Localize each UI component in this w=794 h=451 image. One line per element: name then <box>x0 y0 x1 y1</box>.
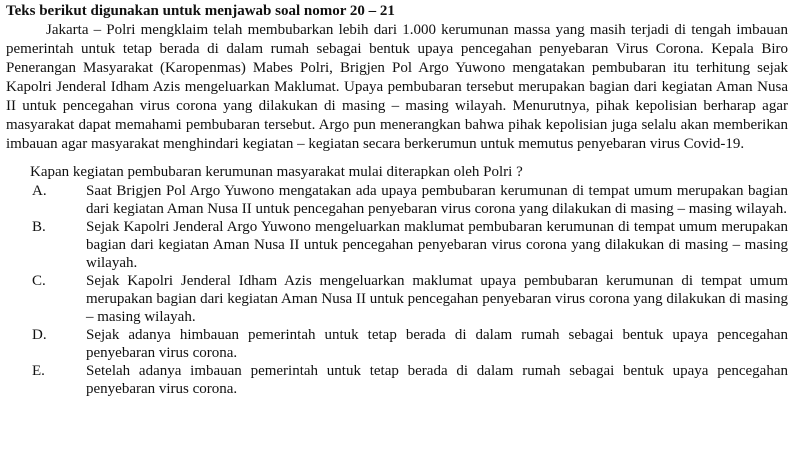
option-d[interactable] <box>6 326 788 362</box>
option-text: Sejak Kapolri Jenderal Idham Azis mengeluarkan maklumat upaya pembubaran kerumunan di tempat umum merupakan bagian dari kegiatan Aman Nusa II untuk pencegahan penyebaran virus corona yang dilakukan di masing – masing wilayah. <box>86 273 788 325</box>
option-text: Sejak adanya himbauan pemerintah untuk tetap berada di dalam rumah sebagai bentuk upaya pencegahan penyebaran virus corona. <box>86 327 788 361</box>
option-letter: E. <box>32 363 45 379</box>
answer-options <box>6 182 788 398</box>
option-letter: D. <box>32 327 47 343</box>
question-block <box>6 163 788 398</box>
option-c[interactable] <box>6 272 788 326</box>
question-text: Kapan kegiatan pembubaran kerumunan masyarakat mulai diterapkan oleh Polri ? <box>30 164 523 180</box>
section-heading: Teks berikut digunakan untuk menjawab soal nomor 20 – 21 <box>6 3 395 19</box>
option-letter: B. <box>32 219 46 235</box>
reading-passage: Jakarta – Polri mengklaim telah membubarkan lebih dari 1.000 kerumunan massa yang masih terjadi di tengah imbauan pemerintah untuk tetap berada di dalam rumah sebagai bentuk upaya pencegahan penyebaran Virus Corona. Kepala Biro Penerangan Masyarakat (Karopenmas) Mabes Polri, Brigjen Pol Argo Yuwono mengatakan pembubaran itu terhitung sejak Kapolri Jenderal Idham Azis mengeluarkan Maklumat. Upaya pembubaran tersebut merupakan bagian dari kegiatan Aman Nusa II untuk pencegahan virus corona yang dilakukan di masing – masing wilayah. Menurutnya, pihak kepolisian berharap agar masyarakat dapat memahami pembubaran tersebut. Argo pun menerangkan bahwa pihak kepolisian juga selalu akan memberikan imbauan agar masyarakat menghindari kegiatan – kegiatan secara berkerumun untuk memutus penyebaran virus Covid-19. <box>6 22 788 152</box>
option-letter: A. <box>32 183 47 199</box>
option-text: Saat Brigjen Pol Argo Yuwono mengatakan ada upaya pembubaran kerumunan di tempat umum merupakan bagian dari kegiatan Aman Nusa II untuk pencegahan penyebaran virus corona yang dilakukan di masing – masing wilayah. <box>86 183 788 217</box>
option-letter: C. <box>32 273 46 289</box>
option-text: Setelah adanya imbauan pemerintah untuk tetap berada di dalam rumah sebagai bentuk upaya pencegahan penyebaran virus corona. <box>86 363 788 397</box>
option-e[interactable] <box>6 362 788 398</box>
option-a[interactable] <box>6 182 788 218</box>
document-page <box>6 2 788 398</box>
option-b[interactable] <box>6 218 788 272</box>
option-text: Sejak Kapolri Jenderal Argo Yuwono mengeluarkan maklumat pembubaran kerumunan di tempat umum merupakan bagian dari kegiatan Aman Nusa II untuk pencegahan penyebaran virus corona yang dilakukan di masing – masing wilayah. <box>86 219 788 271</box>
